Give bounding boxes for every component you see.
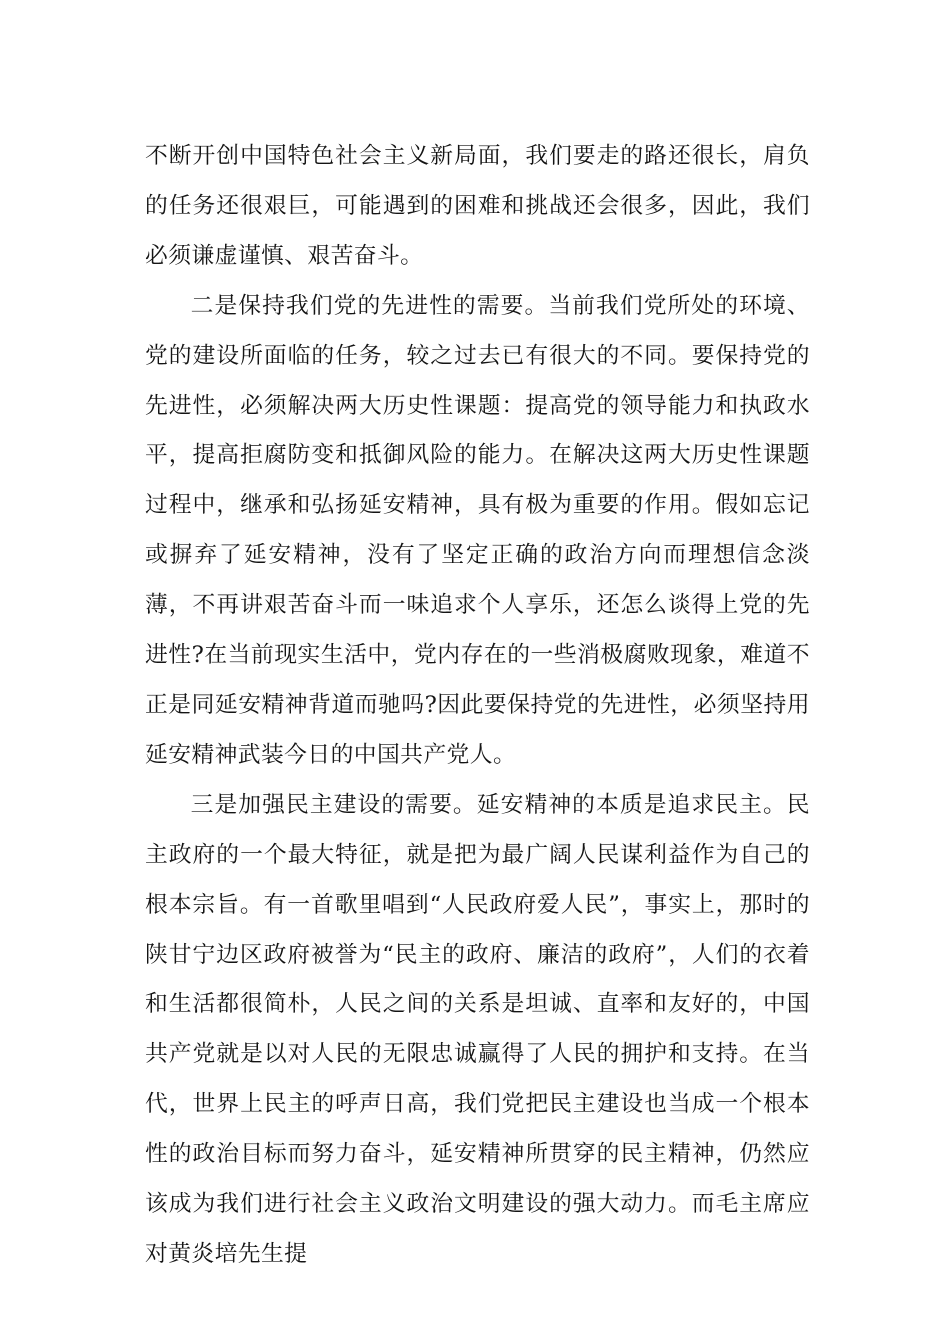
- document-body: [145, 132, 810, 1280]
- paragraph-party-advancement: 二是保持我们党的先进性的需要。当前我们党所处的环境、党的建设所面临的任务，较之过去已有很大的不同。要保持党的先进性，必须解决两大历史性课题：提高党的领导能力和执政水平，提高拒腐防变和抵御风险的能力。在解决这两大历史性课题过程中，继承和弘扬延安精神，具有极为重要的作用。假如忘记或摒弃了延安精神，没有了坚定正确的政治方向而理想信念淡薄，不再讲艰苦奋斗而一味追求个人享乐，还怎么谈得上党的先进性?在当前现实生活中，党内存在的一些消极腐败现象，难道不正是同延安精神背道而驰吗?因此要保持党的先进性，必须坚持用延安精神武装今日的中国共产党人。: [145, 292, 810, 768]
- paragraph-democracy-building: 三是加强民主建设的需要。延安精神的本质是追求民主。民主政府的一个最大特征，就是把为最广阔人民谋利益作为自己的根本宗旨。有一首歌里唱到“人民政府爱人民”，事实上，那时的陕甘宁边区政府被誉为“民主的政府、廉洁的政府”，人们的衣着和生活都很简朴，人民之间的关系是坦诚、直率和友好的，中国共产党就是以对人民的无限忠诚赢得了人民的拥护和支持。在当代，世界上民主的呼声日高，我们党把民主建设也当成一个根本性的政治目标而努力奋斗，延安精神所贯穿的民主精神，仍然应该成为我们进行社会主义政治文明建设的强大动力。而毛主席应对黄炎培先生提: [145, 791, 810, 1267]
- paragraph-continuation: 不断开创中国特色社会主义新局面，我们要走的路还很长，肩负的任务还很艰巨，可能遇到的困难和挑战还会很多，因此，我们必须谦虚谨慎、艰苦奋斗。: [145, 143, 810, 269]
